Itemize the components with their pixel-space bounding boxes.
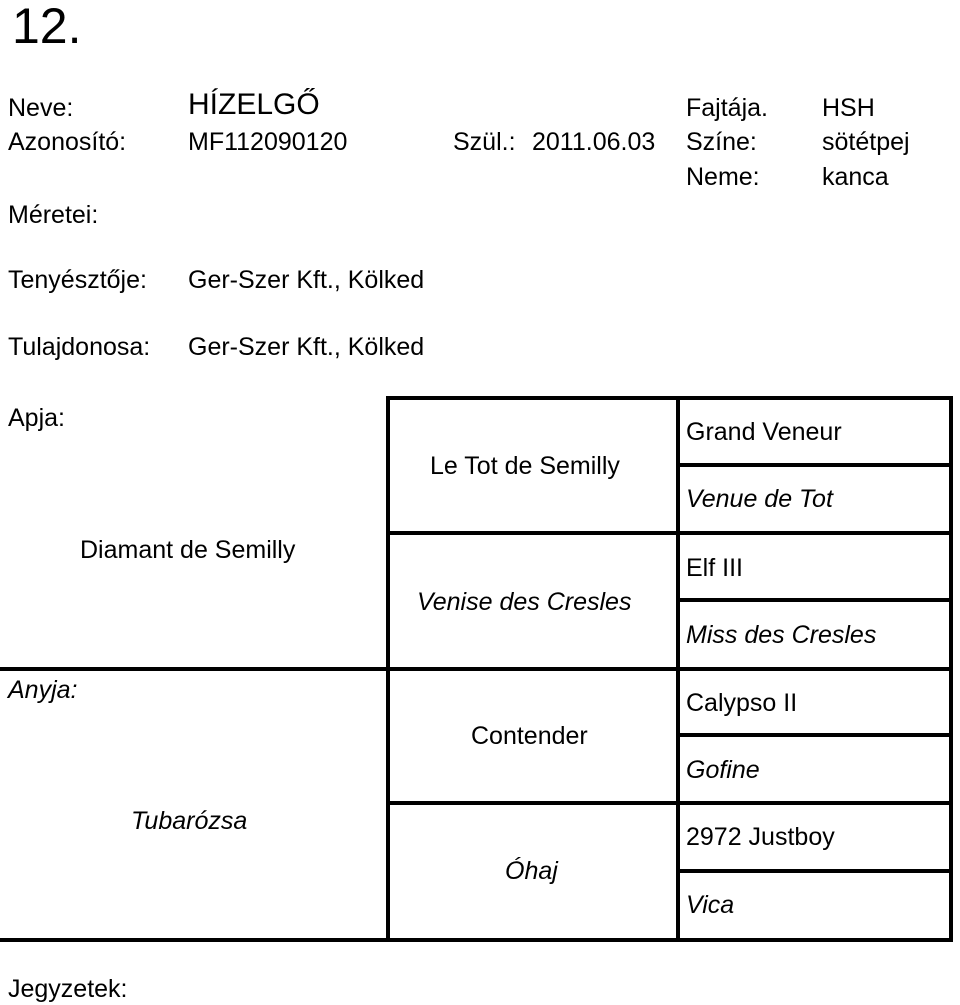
ds-sire-name: Calypso II	[686, 689, 798, 717]
sire-label: Apja:	[8, 404, 65, 432]
birth-value: 2011.06.03	[532, 128, 656, 156]
horse-name: HÍZELGŐ	[188, 88, 320, 121]
dam-dam-name: Óhaj	[505, 857, 558, 885]
id-label: Azonosító:	[8, 128, 127, 156]
breed-label: Fajtája.	[686, 94, 768, 122]
dam-label: Anyja:	[8, 676, 78, 704]
sex-value: kanca	[822, 163, 889, 191]
dd-sire-name: 2972 Justboy	[686, 823, 835, 851]
sex-label: Neme:	[686, 163, 760, 191]
sire-dam-name: Venise des Cresles	[417, 588, 632, 616]
size-label: Méretei:	[8, 201, 99, 229]
dd-dam-name: Vica	[686, 891, 735, 919]
breeder-label: Tenyésztője:	[8, 266, 147, 294]
birth-label: Szül.:	[453, 128, 516, 156]
sd-dam-name: Miss des Cresles	[686, 621, 877, 649]
dam-sire-name: Contender	[471, 722, 588, 750]
page-number: 12.	[12, 0, 82, 54]
sire-sire-name: Le Tot de Semilly	[430, 452, 620, 480]
ds-dam-name: Gofine	[686, 756, 760, 784]
name-label: Neve:	[8, 94, 74, 122]
ss-sire-name: Grand Veneur	[686, 418, 842, 446]
breed-value: HSH	[822, 94, 875, 122]
ss-dam-name: Venue de Tot	[686, 485, 833, 513]
notes-label: Jegyzetek:	[8, 975, 128, 1003]
color-label: Színe:	[686, 128, 757, 156]
id-value: MF112090120	[188, 128, 348, 156]
sd-sire-name: Elf III	[686, 554, 743, 582]
color-value: sötétpej	[822, 128, 910, 156]
breeder-value: Ger-Szer Kft., Kölked	[188, 266, 425, 294]
owner-label: Tulajdonosa:	[8, 333, 151, 361]
dam-name: Tubarózsa	[131, 807, 248, 835]
sire-name: Diamant de Semilly	[80, 536, 296, 564]
owner-value: Ger-Szer Kft., Kölked	[188, 333, 425, 361]
